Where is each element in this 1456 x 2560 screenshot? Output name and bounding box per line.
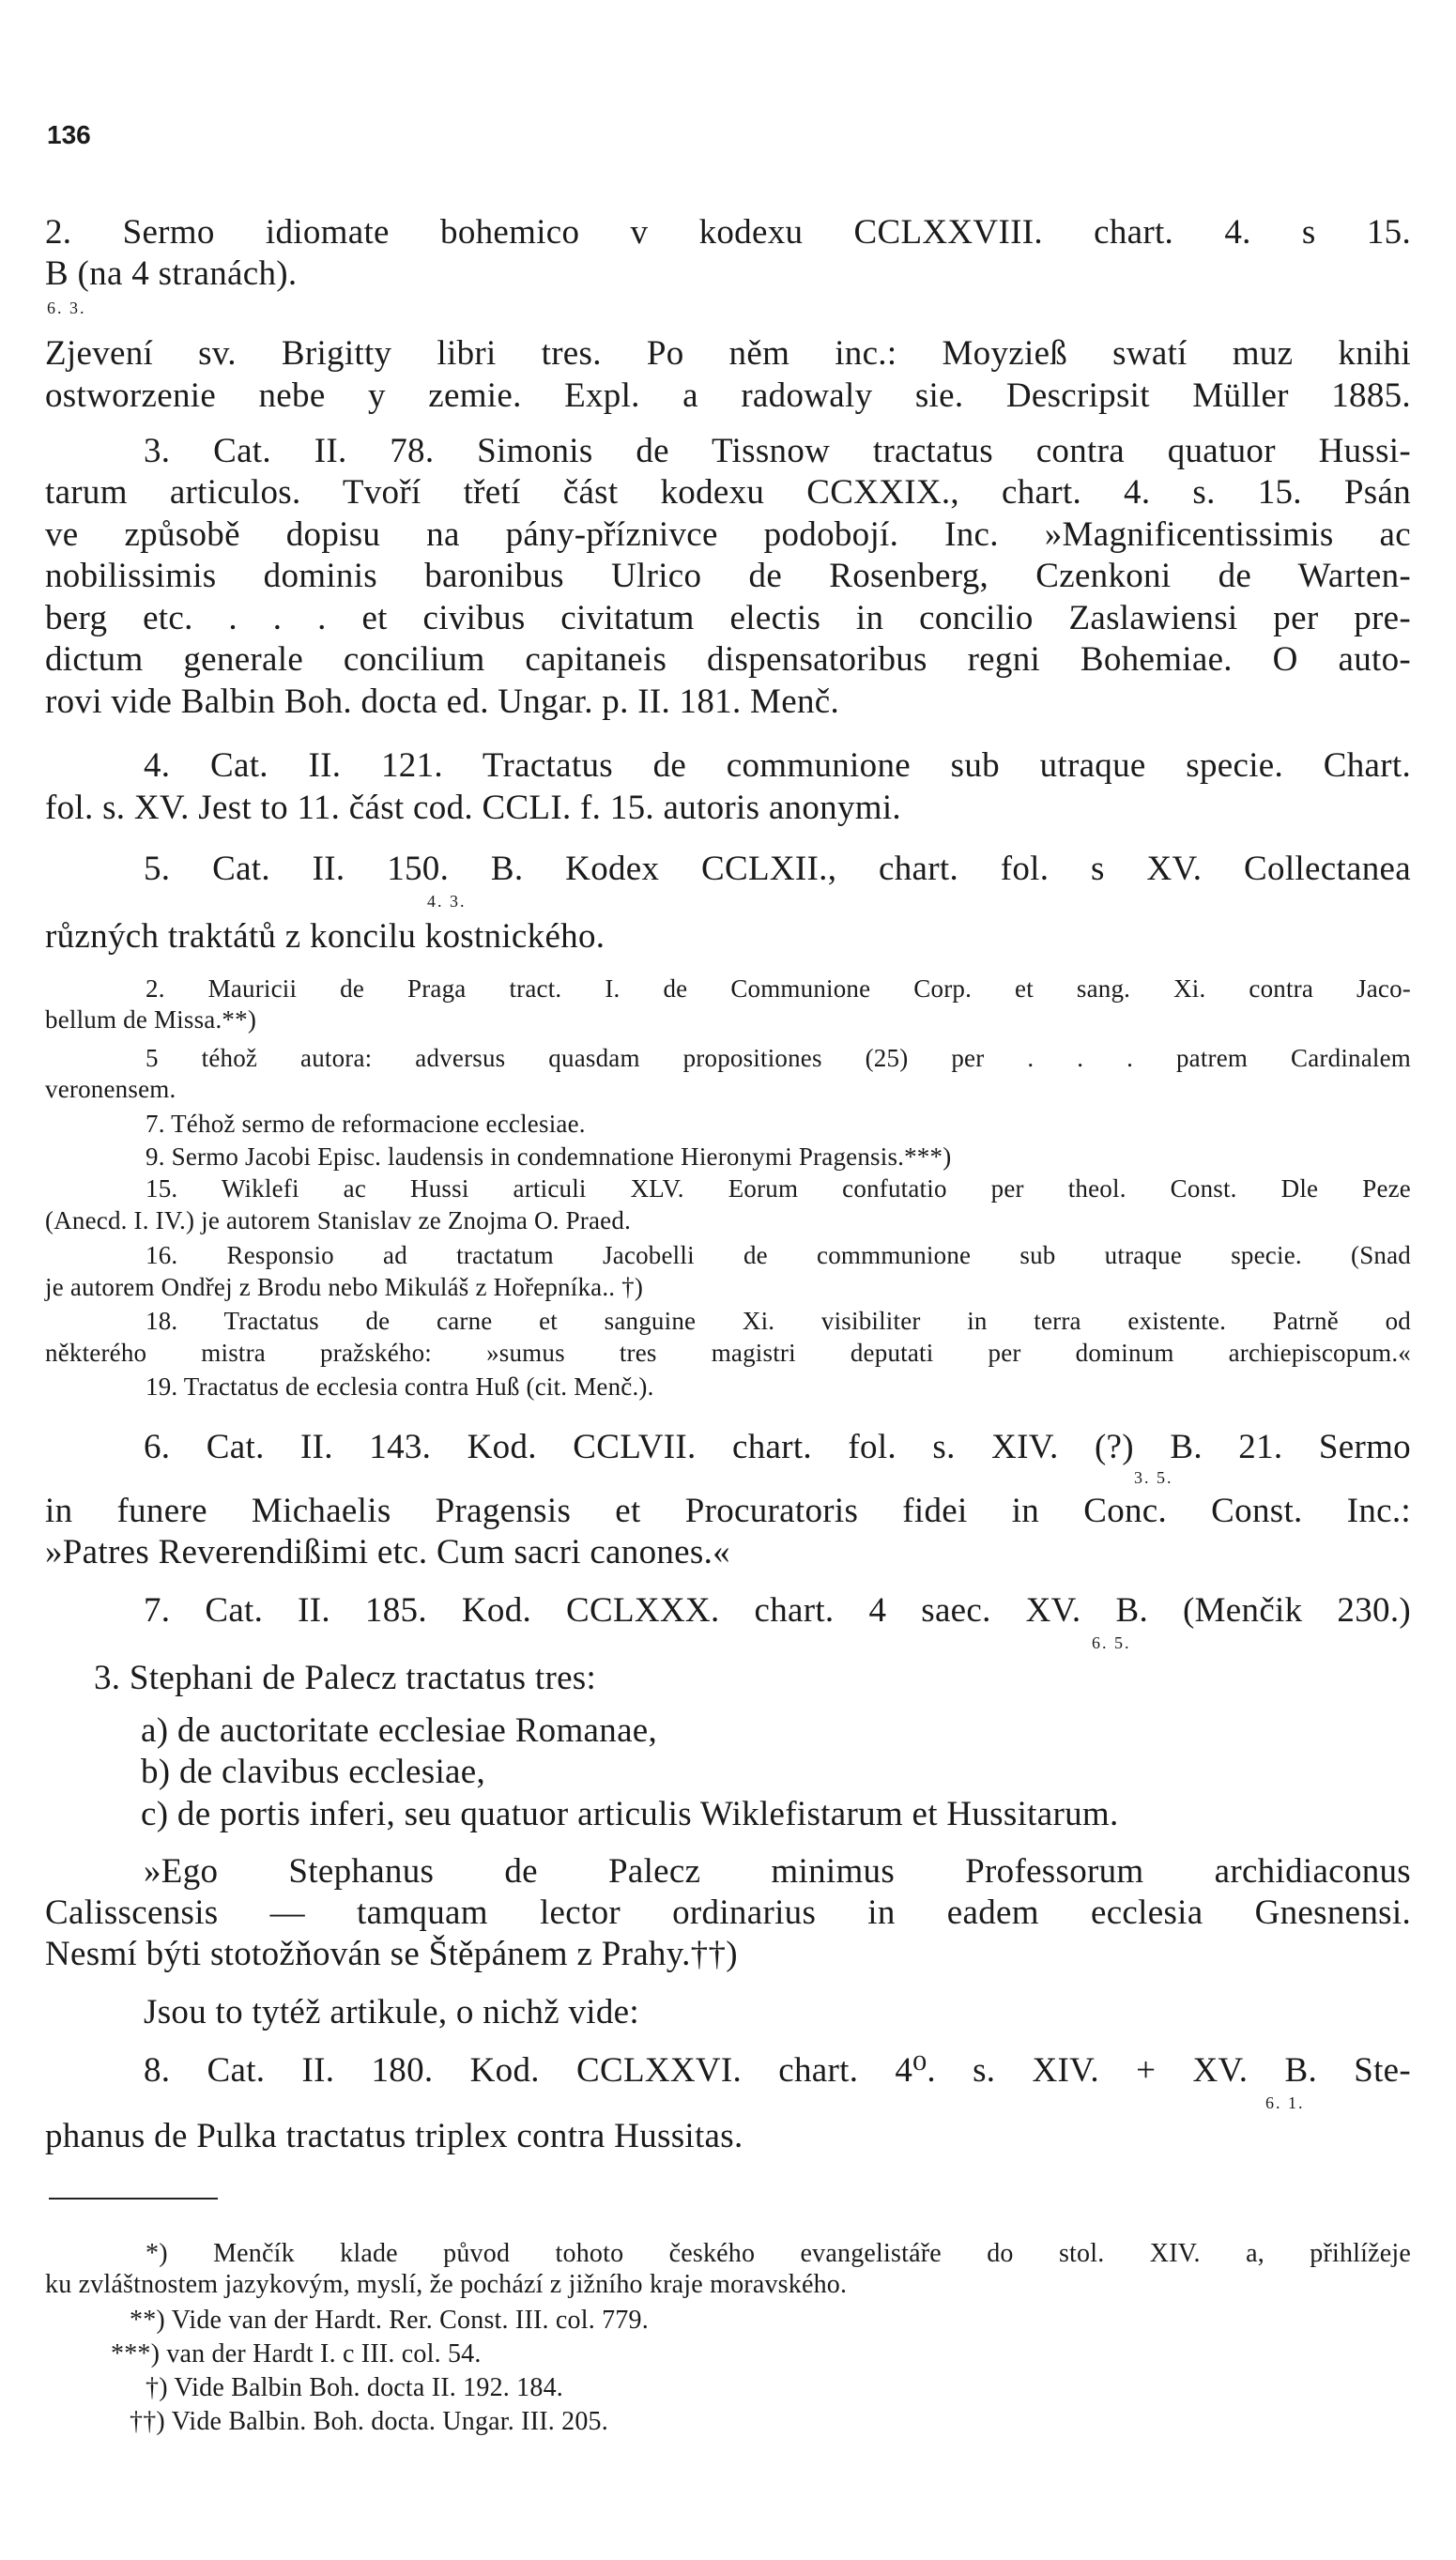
text-line: »Ego Stephanus de Palecz minimus Professorum archidiaconus xyxy=(144,1852,1411,1891)
small-text-line: bellum de Missa.**) xyxy=(45,1005,257,1034)
small-text-line: 5 téhož autora: adversus quasdam propositiones (25) per . . . patrem Cardinalem xyxy=(146,1044,1411,1072)
small-text-line: 18. Tractatus de carne et sanguine Xi. visibiliter in terra existente. Patrně od xyxy=(146,1307,1411,1335)
text-line: dictum generale concilium capitaneis dispensatoribus regni Bohemiae. O auto- xyxy=(45,640,1411,679)
subscript-note: 6. 1. xyxy=(1265,2093,1305,2112)
text-line: phanus de Pulka tractatus triplex contra Hussitas. xyxy=(45,2117,743,2155)
text-line: 5. Cat. II. 150. B. Kodex CCLXII., chart. fol. s XV. Collectanea xyxy=(144,850,1411,888)
text-line: 4. Cat. II. 121. Tractatus de communione sub utraque specie. Chart. xyxy=(144,746,1411,785)
text-line: ostworzenie nebe y zemie. Expl. a radowaly sie. Descripsit Müller 1885. xyxy=(45,376,1411,415)
text-line: fol. s. XV. Jest to 11. část cod. CCLI. f. 15. autoris anonymi. xyxy=(45,789,901,827)
text-line: tarum articulos. Tvoří třetí část kodexu CCXXIX., chart. 4. s. 15. Psán xyxy=(45,473,1411,512)
text-line: B (na 4 stranách). xyxy=(45,254,298,293)
text-line: Zjevení sv. Brigitty libri tres. Po něm inc.: Moyzieß swatí muz knihi xyxy=(45,334,1411,373)
subscript-note: 3. 5. xyxy=(1134,1468,1173,1487)
text-line: a) de auctoritate ecclesiae Romanae, xyxy=(141,1711,658,1750)
subscript-note: 6. 3. xyxy=(47,299,86,317)
text-line: 3. Stephani de Palecz tractatus tres: xyxy=(94,1659,597,1697)
small-text-line: 9. Sermo Jacobi Episc. laudensis in condemnatione Hieronymi Pragensis.***) xyxy=(146,1142,952,1171)
footnote-line: ku zvláštnostem jazykovým, myslí, že pochází z jižního kraje moravského. xyxy=(45,2270,848,2299)
small-text-line: 16. Responsio ad tractatum Jacobelli de commmunione sub utraque specie. (Snad xyxy=(146,1241,1411,1269)
footnote-line: *) Menčík klade původ tohoto českého evangelistáře do stol. XIV. a, přihlížeje xyxy=(146,2239,1411,2268)
small-text-line: 19. Tractatus de ecclesia contra Huß (cit. Menč.). xyxy=(146,1372,654,1401)
small-text-line: je autorem Ondřej z Brodu nebo Mikuláš z Hořepníka.. †) xyxy=(45,1273,644,1301)
footnote-separator xyxy=(49,2198,218,2200)
text-line: Nesmí býti stotožňován se Štěpánem z Prahy.††) xyxy=(45,1935,738,1973)
text-line: 3. Cat. II. 78. Simonis de Tissnow tractatus contra quatuor Hussi- xyxy=(144,432,1411,470)
footnote-line: ***) van der Hardt I. c III. col. 54. xyxy=(111,2339,482,2368)
small-text-line: veronensem. xyxy=(45,1075,176,1103)
text-line: b) de clavibus ecclesiae, xyxy=(141,1753,486,1791)
text-line: 6. Cat. II. 143. Kod. CCLVII. chart. fol. s. XIV. (?) B. 21. Sermo xyxy=(144,1428,1411,1466)
text-line: Calisscensis — tamquam lector ordinarius in eadem ecclesia Gnesnensi. xyxy=(45,1893,1411,1932)
footnote-line: **) Vide van der Hardt. Rer. Const. III. col. 779. xyxy=(130,2306,649,2335)
small-text-line: některého mistra pražského: »sumus tres magistri deputati per dominum archiepiscopum.« xyxy=(45,1339,1411,1367)
text-line: in funere Michaelis Pragensis et Procuratoris fidei in Conc. Const. Inc.: xyxy=(45,1492,1411,1530)
small-text-line: 2. Mauricii de Praga tract. I. de Communione Corp. et sang. Xi. contra Jaco- xyxy=(146,974,1411,1003)
text-line: c) de portis inferi, seu quatuor articulis Wiklefistarum et Hussitarum. xyxy=(141,1795,1119,1833)
text-line: nobilissimis dominis baronibus Ulrico de Rosenberg, Czenkoni de Warten- xyxy=(45,557,1411,595)
subscript-note: 4. 3. xyxy=(427,892,467,911)
text-line: Jsou to tytéž artikule, o nichž vide: xyxy=(144,1993,639,2031)
text-line: berg etc. . . . et civibus civitatum electis in concilio Zaslawiensi per pre- xyxy=(45,599,1411,637)
page-number: 136 xyxy=(47,120,91,149)
text-line: rovi vide Balbin Boh. docta ed. Ungar. p. II. 181. Menč. xyxy=(45,682,840,721)
text-line: různých traktátů z koncilu kostnického. xyxy=(45,917,605,956)
text-line: 7. Cat. II. 185. Kod. CCLXXX. chart. 4 saec. XV. B. (Menčik 230.) xyxy=(144,1591,1411,1630)
text-line: »Patres Reverendißimi etc. Cum sacri canones.« xyxy=(45,1533,730,1571)
text-line: ve způsobě dopisu na pány-příznivce podobojí. Inc. »Magnificentissimis ac xyxy=(45,515,1411,554)
subscript-note: 6. 5. xyxy=(1092,1633,1131,1652)
small-text-line: (Anecd. I. IV.) je autorem Stanislav ze Znojma O. Praed. xyxy=(45,1206,632,1234)
small-text-line: 7. Téhož sermo de reformacione ecclesiae. xyxy=(146,1110,586,1138)
footnote-line: †) Vide Balbin Boh. docta II. 192. 184. xyxy=(146,2373,563,2402)
text-line: 8. Cat. II. 180. Kod. CCLXXVI. chart. 4⁰. s. XIV. + XV. B. Ste- xyxy=(144,2051,1411,2090)
footnote-line: ††) Vide Balbin. Boh. docta. Ungar. III. 205. xyxy=(130,2407,608,2436)
text-line: 2. Sermo idiomate bohemico v kodexu CCLXXVIII. chart. 4. s 15. xyxy=(45,213,1411,252)
small-text-line: 15. Wiklefi ac Hussi articuli XLV. Eorum confutatio per theol. Const. Dle Peze xyxy=(146,1174,1411,1203)
